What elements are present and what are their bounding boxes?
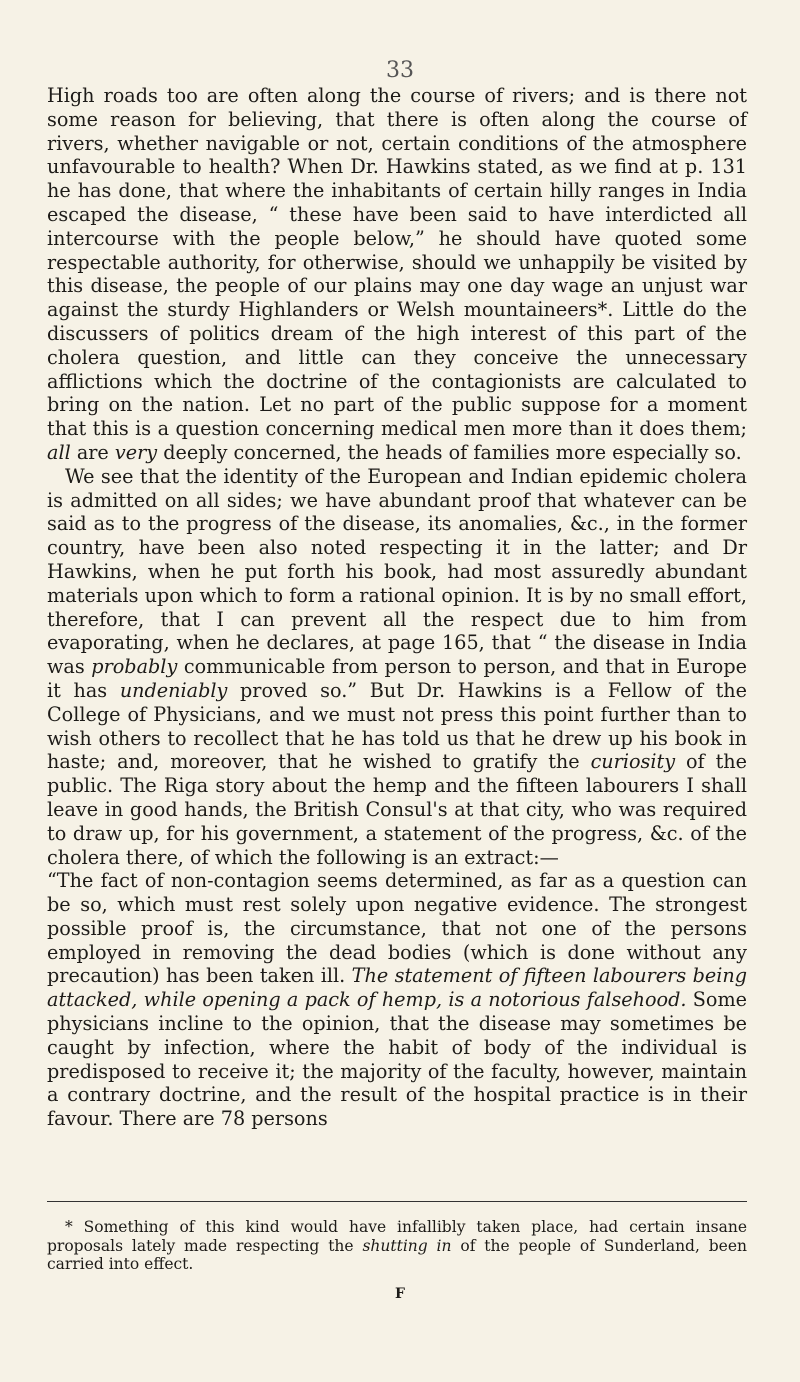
paragraph-2 [47, 465, 747, 870]
text-run: “The fact of non-contagion seems determined, as far as a question can be so, which must rest solely upon negative evidence. The strongest possible proof is, the circumstance, that not one of the persons employed in removing the dead bodies (which is done without any precaution) has been taken ill. [47, 869, 747, 988]
text-run: communicable from person to person, and that in Europe it has [47, 655, 747, 702]
signature-mark: F [395, 1286, 405, 1302]
italic-text: curiosity [590, 750, 676, 774]
italic-text: all [47, 440, 71, 464]
text-run: Some physicians incline to the opinion, that the disease may sometimes be caught by infection, where the habit of body of the individual is predisposed to receive it; the majority of the faculty, however, maintain a contrary doctrine, and the result of the hospital practice is in their favour. There are 78 persons [47, 988, 747, 1131]
italic-text: undeniably [119, 678, 228, 702]
text-run: High roads too are often along the course of rivers; and is there not some reason for believing, that there is often along the course of rivers, whether navigable or not, certain conditions of the atmosphere unfavourable to health? When Dr. Hawkins stated, as we find at p. 131 he has done, that where the inhabitants of certain hilly ranges in India escaped the disease, “ these have been said to have interdicted all intercourse with the people below,” he should have quoted some respectable authority, for otherwise, should we unhappily be visited by this disease, the people of our plains may one day wage an unjust war against the sturdy Highlanders or Welsh mountaineers*. Little do the discussers of politics dream of the high interest of this part of the cholera question, and little can they conceive the unnecessary afflictions which the doctrine of the contagionists are calculated to bring on the nation. Let no part of the public suppose for a moment that this is a question concerning medical men more than it does them; [47, 84, 747, 441]
italic-text: very [114, 440, 158, 464]
footnote-italic: shutting in [362, 1236, 452, 1255]
italic-text: The statement of fifteen labourers being attacked, while opening a pack of hemp, is a notorious falsehood. [47, 964, 747, 1012]
text-run: are [70, 440, 115, 464]
footnote-run: * Something of this kind would have infallibly taken place, had certain insane proposals lately made respecting the [47, 1218, 747, 1255]
body-text [47, 84, 747, 1131]
page-number: 33 [386, 58, 414, 83]
paragraph-1 [47, 84, 747, 465]
italic-text: probably [91, 655, 178, 679]
footnote-run: of the people of Sunderland, been carried into effect. [47, 1236, 748, 1273]
text-run: of the public. The Riga story about the hemp and the fifteen labourers I shall leave in good hands, the British Consul's at that city, who was required to draw up, for his government, a statement of the progress, &c. of the cholera there, of which the following is an extract:— [47, 750, 747, 869]
text-run: deeply concerned, the heads of families more especially so. [157, 440, 742, 464]
text-run: We see that the identity of the European and Indian epidemic cholera is admitted on all sides; we have abundant proof that whatever can be said as to the progress of the disease, its anomalies, &c., in the former country, have been also noted respecting it in the latter; and Dr Hawkins, when he put forth his book, had most assuredly abundant materials upon which to form a rational opinion. It is by no small effort, therefore, that I can prevent all the respect due to him from evaporating, when he declares, at page 165, that “ the disease in India was [47, 464, 747, 679]
text-run: proved so.” But Dr. Hawkins is a Fellow of the College of Physicians, and we must not press this point further than to wish others to recollect that he has told us that he drew up his book in haste; and, moreover, that he wished to gratify the [47, 678, 747, 774]
footnote-text [47, 1218, 747, 1274]
footnote-rule [47, 1201, 747, 1202]
footnote [47, 1218, 747, 1274]
paragraph-3 [47, 869, 747, 1131]
